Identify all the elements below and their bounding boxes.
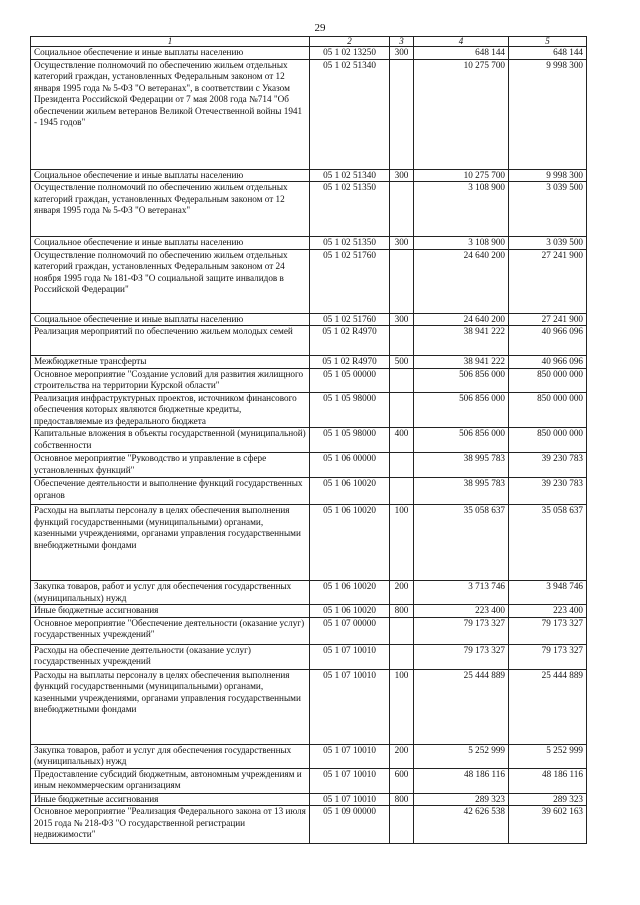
header-col-5: 5 xyxy=(509,37,587,47)
table-row xyxy=(31,182,587,237)
table-row xyxy=(31,744,587,768)
row-code: 05 1 02 13250 xyxy=(310,47,390,60)
row-value-year1: 38 941 222 xyxy=(414,326,509,356)
row-code: 05 1 02 51340 xyxy=(310,59,390,169)
row-vr xyxy=(390,617,414,644)
row-value-year1: 79 173 327 xyxy=(414,644,509,669)
row-value-year1: 506 856 000 xyxy=(414,428,509,453)
row-name: Иные бюджетные ассигнования xyxy=(31,605,310,618)
row-name: Реализация мероприятий по обеспечению жильем молодых семей xyxy=(31,326,310,356)
page-number: 29 xyxy=(314,22,326,34)
table-row xyxy=(31,768,587,793)
row-code: 05 1 06 00000 xyxy=(310,453,390,478)
column-number-header xyxy=(31,37,587,47)
table-row xyxy=(31,478,587,505)
row-value-year1: 24 640 200 xyxy=(414,249,509,313)
table-row xyxy=(31,428,587,453)
row-value-year2: 39 230 783 xyxy=(509,453,587,478)
row-vr: 800 xyxy=(390,605,414,618)
row-name: Осуществление полномочий по обеспечению жильем отдельных категорий граждан, установленных Федеральным законом от 24 ноября 1995 года № 181-ФЗ "О социальной защите инвалидов в Российской Федерации" xyxy=(31,249,310,313)
row-name: Социальное обеспечение и иные выплаты населению xyxy=(31,237,310,250)
row-code: 05 1 07 10010 xyxy=(310,793,390,806)
row-value-year2: 5 252 999 xyxy=(509,744,587,768)
row-vr xyxy=(390,478,414,505)
row-name: Социальное обеспечение и иные выплаты населению xyxy=(31,313,310,326)
row-value-year1: 10 275 700 xyxy=(414,169,509,182)
row-value-year2: 850 000 000 xyxy=(509,392,587,428)
table-row xyxy=(31,392,587,428)
row-name: Расходы на обеспечение деятельности (оказание услуг) государственных учреждений xyxy=(31,644,310,669)
row-name: Основное мероприятие "Реализация Федерального закона от 13 июля 2015 года № 218-ФЗ "О государственной регистрации недвижимости" xyxy=(31,806,310,844)
row-vr: 300 xyxy=(390,47,414,60)
table-row xyxy=(31,669,587,744)
row-vr: 200 xyxy=(390,744,414,768)
row-code: 05 1 06 10020 xyxy=(310,605,390,618)
row-name: Межбюджетные трансферты xyxy=(31,356,310,369)
row-code: 05 1 02 R4970 xyxy=(310,326,390,356)
table-row xyxy=(31,644,587,669)
table-row xyxy=(31,326,587,356)
row-value-year2: 289 323 xyxy=(509,793,587,806)
row-value-year1: 48 186 116 xyxy=(414,768,509,793)
budget-table xyxy=(30,36,587,844)
row-vr xyxy=(390,326,414,356)
row-value-year2: 48 186 116 xyxy=(509,768,587,793)
row-value-year1: 648 144 xyxy=(414,47,509,60)
row-code: 05 1 02 51340 xyxy=(310,169,390,182)
row-vr xyxy=(390,392,414,428)
row-value-year1: 10 275 700 xyxy=(414,59,509,169)
table-row xyxy=(31,237,587,250)
row-vr xyxy=(390,644,414,669)
header-col-4: 4 xyxy=(414,37,509,47)
row-name: Осуществление полномочий по обеспечению жильем отдельных категорий граждан, установленных Федеральным законом от 12 января 1995 года № 5-ФЗ "О ветеранах", в соответствии с Указом Президента Российской Федерации от 7 мая 2008 года №714 "Об обеспечении жильем ветеранов Великой Отечественной войны 1941 - 1945 годов" xyxy=(31,59,310,169)
row-value-year2: 9 998 300 xyxy=(509,169,587,182)
row-value-year2: 648 144 xyxy=(509,47,587,60)
row-vr xyxy=(390,182,414,237)
row-value-year1: 3 108 900 xyxy=(414,182,509,237)
row-code: 05 1 02 51350 xyxy=(310,182,390,237)
row-code: 05 1 06 10020 xyxy=(310,478,390,505)
row-code: 05 1 07 10010 xyxy=(310,644,390,669)
row-code: 05 1 05 00000 xyxy=(310,368,390,392)
row-vr xyxy=(390,806,414,844)
row-vr: 200 xyxy=(390,581,414,605)
row-vr xyxy=(390,453,414,478)
row-name: Расходы на выплаты персоналу в целях обеспечения выполнения функций государственными (муниципальными) органами, казенными учреждениями, органами управления государственными внебюджетными фондами xyxy=(31,669,310,744)
row-value-year2: 3 039 500 xyxy=(509,237,587,250)
row-code: 05 1 09 00000 xyxy=(310,806,390,844)
table-row xyxy=(31,505,587,581)
row-vr: 300 xyxy=(390,169,414,182)
row-name: Предоставление субсидий бюджетным, автономным учреждениям и иным некоммерческим организациям xyxy=(31,768,310,793)
row-value-year1: 3 713 746 xyxy=(414,581,509,605)
row-vr: 800 xyxy=(390,793,414,806)
table-row xyxy=(31,617,587,644)
table-row xyxy=(31,313,587,326)
row-vr xyxy=(390,59,414,169)
table-row xyxy=(31,605,587,618)
row-vr: 100 xyxy=(390,669,414,744)
row-value-year1: 79 173 327 xyxy=(414,617,509,644)
table-row xyxy=(31,581,587,605)
row-code: 05 1 02 R4970 xyxy=(310,356,390,369)
row-value-year1: 3 108 900 xyxy=(414,237,509,250)
row-code: 05 1 05 98000 xyxy=(310,428,390,453)
row-name: Иные бюджетные ассигнования xyxy=(31,793,310,806)
row-name: Основное мероприятие "Обеспечение деятельности (оказание услуг) государственных учреждений" xyxy=(31,617,310,644)
row-name: Основное мероприятие "Руководство и управление в сфере установленных функций" xyxy=(31,453,310,478)
row-value-year2: 79 173 327 xyxy=(509,644,587,669)
table-row xyxy=(31,453,587,478)
row-name: Осуществление полномочий по обеспечению жильем отдельных категорий граждан, установленных Федеральным законом от 12 января 1995 года № 5-ФЗ "О ветеранах" xyxy=(31,182,310,237)
row-value-year2: 79 173 327 xyxy=(509,617,587,644)
row-name: Социальное обеспечение и иные выплаты населению xyxy=(31,169,310,182)
header-col-1: 1 xyxy=(31,37,310,47)
row-vr: 400 xyxy=(390,428,414,453)
row-value-year2: 40 966 096 xyxy=(509,326,587,356)
row-value-year2: 35 058 637 xyxy=(509,505,587,581)
table-row xyxy=(31,806,587,844)
row-value-year2: 9 998 300 xyxy=(509,59,587,169)
row-code: 05 1 07 10010 xyxy=(310,744,390,768)
row-value-year1: 35 058 637 xyxy=(414,505,509,581)
row-value-year1: 38 995 783 xyxy=(414,453,509,478)
header-col-3: 3 xyxy=(390,37,414,47)
row-value-year2: 39 230 783 xyxy=(509,478,587,505)
row-name: Реализация инфраструктурных проектов, источником финансового обеспечения которых являются бюджетные кредиты, предоставляемые из федерального бюджета xyxy=(31,392,310,428)
row-value-year1: 506 856 000 xyxy=(414,368,509,392)
row-value-year2: 27 241 900 xyxy=(509,249,587,313)
row-name: Социальное обеспечение и иные выплаты населению xyxy=(31,47,310,60)
row-code: 05 1 07 10010 xyxy=(310,669,390,744)
row-value-year2: 3 948 746 xyxy=(509,581,587,605)
row-vr: 500 xyxy=(390,356,414,369)
row-name: Закупка товаров, работ и услуг для обеспечения государственных (муниципальных) нужд xyxy=(31,744,310,768)
row-value-year2: 850 000 000 xyxy=(509,428,587,453)
row-value-year2: 25 444 889 xyxy=(509,669,587,744)
row-value-year2: 850 000 000 xyxy=(509,368,587,392)
table-row xyxy=(31,793,587,806)
table-row xyxy=(31,356,587,369)
table-row xyxy=(31,249,587,313)
row-code: 05 1 02 51760 xyxy=(310,313,390,326)
row-name: Обеспечение деятельности и выполнение функций государственных органов xyxy=(31,478,310,505)
row-code: 05 1 07 00000 xyxy=(310,617,390,644)
row-value-year2: 223 400 xyxy=(509,605,587,618)
row-vr: 100 xyxy=(390,505,414,581)
row-value-year1: 24 640 200 xyxy=(414,313,509,326)
row-vr: 300 xyxy=(390,313,414,326)
row-name: Расходы на выплаты персоналу в целях обеспечения выполнения функций государственными (муниципальными) органами, казенными учреждениями, органами управления государственными внебюджетными фондами xyxy=(31,505,310,581)
header-col-2: 2 xyxy=(310,37,390,47)
row-name: Закупка товаров, работ и услуг для обеспечения государственных (муниципальных) нужд xyxy=(31,581,310,605)
row-vr: 600 xyxy=(390,768,414,793)
row-code: 05 1 05 98000 xyxy=(310,392,390,428)
row-vr xyxy=(390,368,414,392)
row-value-year1: 42 626 538 xyxy=(414,806,509,844)
table-row xyxy=(31,47,587,60)
row-code: 05 1 02 51350 xyxy=(310,237,390,250)
table-row xyxy=(31,169,587,182)
row-value-year1: 506 856 000 xyxy=(414,392,509,428)
row-value-year2: 27 241 900 xyxy=(509,313,587,326)
row-code: 05 1 06 10020 xyxy=(310,505,390,581)
row-value-year1: 223 400 xyxy=(414,605,509,618)
row-value-year1: 25 444 889 xyxy=(414,669,509,744)
row-code: 05 1 07 10010 xyxy=(310,768,390,793)
row-value-year1: 38 995 783 xyxy=(414,478,509,505)
row-name: Капитальные вложения в объекты государственной (муниципальной) собственности xyxy=(31,428,310,453)
row-value-year1: 38 941 222 xyxy=(414,356,509,369)
table-row xyxy=(31,59,587,169)
row-vr: 300 xyxy=(390,237,414,250)
row-name: Основное мероприятие "Создание условий для развития жилищного строительства на территории Курской области" xyxy=(31,368,310,392)
row-code: 05 1 06 10020 xyxy=(310,581,390,605)
row-value-year2: 3 039 500 xyxy=(509,182,587,237)
table-row xyxy=(31,368,587,392)
row-value-year1: 289 323 xyxy=(414,793,509,806)
row-value-year1: 5 252 999 xyxy=(414,744,509,768)
row-value-year2: 39 602 163 xyxy=(509,806,587,844)
row-value-year2: 40 966 096 xyxy=(509,356,587,369)
row-vr xyxy=(390,249,414,313)
row-code: 05 1 02 51760 xyxy=(310,249,390,313)
